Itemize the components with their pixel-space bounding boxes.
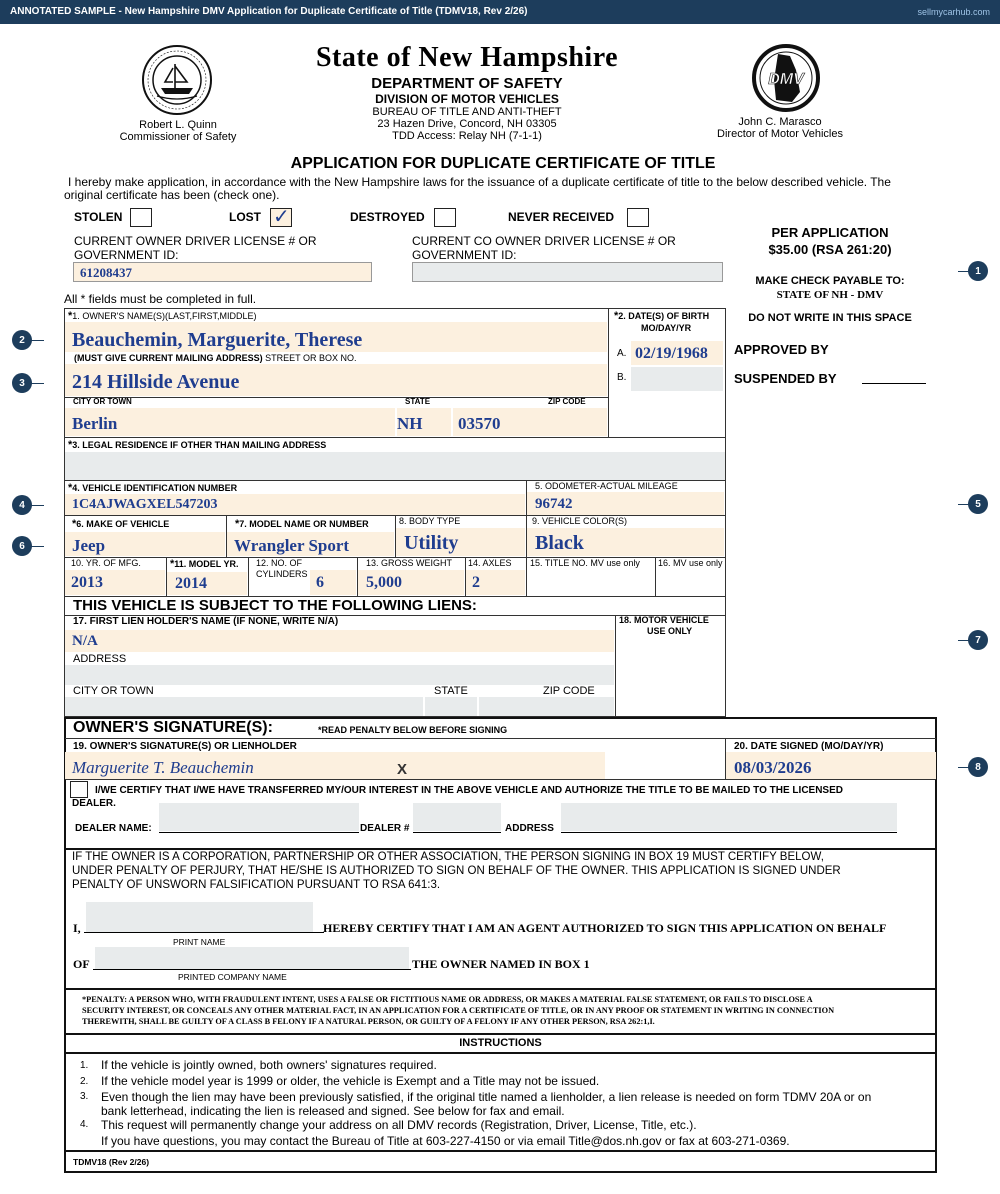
- commissioner-title: Commissioner of Safety: [119, 131, 237, 143]
- gross-weight-value: 5,000: [366, 574, 402, 591]
- dob-b-field[interactable]: [631, 367, 723, 391]
- title-no-label: 15. TITLE NO. MV use only: [530, 558, 640, 568]
- f4-text: 4. VEHICLE IDENTIFICATION NUMBER: [72, 483, 238, 493]
- penalty-text-1: *PENALTY: A PERSON WHO, WITH FRAUDULENT INTENT, USES A FALSE OR FICTITIOUS NAME OR ADDRESS, OR MAKES A MATERIAL FALSE STATEMENT, OR FAILS TO DISCLOSE A: [82, 995, 813, 1004]
- divider: [615, 615, 616, 717]
- approved-by: APPROVED BY: [734, 342, 829, 357]
- divider: [65, 1033, 936, 1035]
- required-note: All * fields must be completed in full.: [64, 292, 257, 306]
- dealer-name-field[interactable]: [159, 803, 359, 831]
- legal-residence-label: [68, 440, 326, 451]
- marker-line: [30, 505, 44, 506]
- body-type-label: 8. BODY TYPE: [399, 516, 461, 526]
- marker-line: [30, 546, 44, 547]
- cylinders-label-1: 12. NO. OF: [256, 558, 303, 568]
- zip-value: 03570: [458, 414, 501, 433]
- lien-zip-label: ZIP CODE: [543, 685, 595, 697]
- mailing-label: [74, 354, 357, 363]
- annotation-marker-1[interactable]: 1: [968, 261, 988, 281]
- lien-holder-label: 17. FIRST LIEN HOLDER'S NAME (IF NONE, WRITE N/A): [73, 616, 339, 627]
- signature-value: Marguerite T. Beauchemin: [72, 758, 254, 777]
- corp-text-2: UNDER PENALTY OF PERJURY, THAT HE/SHE IS AUTHORIZED TO SIGN ON BEHALF OF THE OWNER. THIS APPLICATION IS SIGNED UNDER: [72, 865, 841, 877]
- stolen-label: STOLEN: [74, 210, 123, 224]
- street-value: 214 Hillside Avenue: [72, 371, 240, 393]
- division-title: DIVISION OF MOTOR VEHICLES: [375, 92, 559, 106]
- divider: [65, 848, 936, 850]
- instructions-title: INSTRUCTIONS: [459, 1037, 542, 1049]
- divider: [65, 397, 608, 398]
- stolen-checkbox[interactable]: [130, 208, 152, 227]
- lien-holder-value: N/A: [72, 633, 98, 649]
- instruction-4: This request will permanently change your address on all DMV records (Registration, Driver, License, Title, etc.).: [101, 1118, 697, 1132]
- dealer-num-line: [413, 832, 501, 833]
- vin-value: 1C4AJWAGXEL547203: [72, 497, 218, 512]
- axles-label: 14. AXLES: [468, 558, 512, 568]
- state-value: NH: [397, 414, 423, 433]
- legal-residence-field[interactable]: [65, 452, 725, 480]
- dealer-address-field[interactable]: [561, 803, 897, 831]
- gross-weight-label: 13. GROSS WEIGHT: [366, 558, 453, 568]
- f1-text: OWNER'S NAME(S)(LAST,FIRST,MIDDLE): [82, 311, 257, 321]
- annotation-marker-3[interactable]: 3: [12, 373, 32, 393]
- f6-text: 6. MAKE OF VEHICLE: [76, 519, 170, 529]
- dob-a-value: 02/19/1968: [635, 345, 708, 362]
- corp-text-1: IF THE OWNER IS A CORPORATION, PARTNERSHIP OR OTHER ASSOCIATION, THE PERSON SIGNING IN BOX 19 MUST CERTIFY BELOW,: [72, 851, 824, 863]
- vin-label: [68, 483, 237, 494]
- never-received-label: NEVER RECEIVED: [508, 210, 615, 224]
- annotation-marker-8[interactable]: 8: [968, 757, 988, 777]
- city-value: Berlin: [72, 414, 118, 433]
- marker-line: [30, 340, 44, 341]
- never-received-checkbox[interactable]: [627, 208, 649, 227]
- dob-a-label: A.: [617, 348, 627, 359]
- date-signed-label: 20. DATE SIGNED (MO/DAY/YR): [734, 741, 884, 752]
- dob-b-label: B.: [617, 372, 627, 383]
- odometer-value: 96742: [535, 496, 573, 512]
- instruction-contact: If you have questions, you may contact the Bureau of Title at 603-227-4150 or via email Title@dos.nh.gov or fax at 603-271-0369.: [101, 1134, 790, 1148]
- body-type-value: Utility: [404, 532, 459, 554]
- model-value: Wrangler Sport: [234, 536, 350, 555]
- divider: [608, 308, 609, 437]
- axles-value: 2: [472, 574, 480, 591]
- city-label: CITY OR TOWN: [73, 397, 132, 406]
- model-yr-value: 2014: [175, 575, 207, 592]
- divider: [65, 1150, 936, 1152]
- application-fee: $35.00 (RSA 261:20): [768, 242, 892, 257]
- divider: [655, 557, 656, 596]
- do-not-write: DO NOT WRITE IN THIS SPACE: [748, 312, 912, 324]
- per-application: PER APPLICATION: [771, 225, 889, 240]
- cylinders-value: 6: [316, 574, 324, 591]
- dealer-cert-checkbox[interactable]: [70, 781, 88, 798]
- dealer-name-label: DEALER NAME:: [75, 823, 152, 834]
- yr-mfg-label: 10. YR. OF MFG.: [71, 558, 141, 568]
- penalty-text-3: THEREWITH, SHALL BE GUILTY OF A CLASS B FELONY IF A NATURAL PERSON, OR GUILTY OF A FELONY IF ANY OTHER PERSON, RSA 262:1,I.: [82, 1017, 655, 1026]
- dob-label-2: MO/DAY/YR: [641, 323, 692, 333]
- instruction-num-2: 2.: [80, 1076, 89, 1087]
- dealer-name-line: [159, 832, 359, 833]
- make-label: [72, 519, 169, 530]
- lien-holder-field[interactable]: [65, 630, 614, 652]
- color-label: 9. VEHICLE COLOR(S): [532, 516, 628, 526]
- instruction-num-4: 4.: [80, 1119, 89, 1130]
- state-title: State of New Hampshire: [315, 42, 619, 73]
- dept-title: DEPARTMENT OF SAFETY: [371, 75, 563, 92]
- print-name-label: PRINT NAME: [173, 937, 226, 947]
- destroyed-checkbox[interactable]: [434, 208, 456, 227]
- required-star: *: [170, 558, 175, 570]
- check-payable-label: MAKE CHECK PAYABLE TO:: [755, 275, 905, 287]
- annotation-marker-7[interactable]: 7: [968, 630, 988, 650]
- required-star: *: [235, 518, 240, 530]
- f11-text: 11. MODEL YR.: [174, 559, 239, 569]
- owner-license-value: 61208437: [80, 265, 132, 280]
- mailing-text: STREET OR BOX NO.: [262, 353, 357, 363]
- lien-zip-field[interactable]: [479, 697, 614, 716]
- instruction-2: If the vehicle model year is 1999 or older, the vehicle is Exempt and a Title may not be issued.: [101, 1074, 600, 1088]
- owner-name-value: Beauchemin, Marguerite, Therese: [72, 329, 363, 351]
- banner-title: ANNOTATED SAMPLE - New Hampshire DMV Application for Duplicate Certificate of Title (TDMV18, Rev 2/26): [10, 6, 528, 17]
- make-value: Jeep: [72, 536, 106, 555]
- mv-use-only-2: USE ONLY: [647, 626, 693, 636]
- lien-address-field[interactable]: [65, 665, 614, 685]
- model-label: [235, 519, 369, 530]
- printed-company-label: PRINTED COMPANY NAME: [178, 972, 287, 982]
- instruction-3-cont: bank letterhead, indicating the lien is released and signed. See below for fax and email.: [101, 1104, 565, 1118]
- company-name-line: [93, 969, 411, 970]
- banner-site-link[interactable]: sellmycarhub.com: [917, 7, 990, 17]
- coowner-license-field[interactable]: [412, 262, 723, 282]
- color-value: Black: [535, 532, 584, 554]
- f3-text: 3. LEGAL RESIDENCE IF OTHER THAN MAILING ADDRESS: [72, 440, 327, 450]
- marker-line: [30, 383, 44, 384]
- corp-text-3: PENALTY OF UNSWORN FALSIFICATION PURSUANT TO RSA 641:3.: [72, 879, 441, 891]
- dmv-logo-text: DMV: [768, 71, 804, 88]
- required-star: *: [72, 518, 77, 530]
- annotation-marker-5[interactable]: 5: [968, 494, 988, 514]
- coowner-license-label-1: CURRENT CO OWNER DRIVER LICENSE # OR: [412, 234, 676, 248]
- director-name: John C. Marasco: [738, 116, 822, 128]
- coowner-license-label-2: GOVERNMENT ID:: [412, 248, 517, 262]
- suspended-by: SUSPENDED BY: [734, 371, 837, 386]
- annotation-marker-6[interactable]: 6: [12, 536, 32, 556]
- f1-num: 1.: [72, 311, 80, 321]
- required-star: *: [68, 310, 73, 322]
- form-title: APPLICATION FOR DUPLICATE CERTIFICATE OF TITLE: [290, 155, 716, 172]
- dealer-address-line: [561, 832, 897, 833]
- owner-license-label-1: CURRENT OWNER DRIVER LICENSE # OR: [74, 234, 317, 248]
- dealer-num-label: DEALER #: [360, 823, 410, 834]
- instruction-3: Even though the lien may have been previously satisfied, if the original title named a lienholder, a lien release is needed on form TDMV 20A or on: [101, 1090, 872, 1104]
- instruction-num-1: 1.: [80, 1060, 89, 1071]
- cert-i-label: I,: [73, 921, 81, 935]
- print-name-field[interactable]: [86, 902, 313, 932]
- owner-name-label: [68, 311, 257, 322]
- yr-mfg-value: 2013: [71, 574, 103, 591]
- commissioner-name: Robert L. Quinn: [139, 119, 217, 131]
- suspended-by-line: [862, 383, 926, 384]
- odometer-label: 5. ODOMETER-ACTUAL MILEAGE: [535, 481, 678, 491]
- annotation-marker-2[interactable]: 2: [12, 330, 32, 350]
- divider: [65, 1052, 936, 1054]
- header-address: 23 Hazen Drive, Concord, NH 03305: [377, 118, 557, 130]
- dealer-num-field[interactable]: [413, 803, 501, 831]
- form-id: TDMV18 (Rev 2/26): [73, 1157, 150, 1167]
- f7-text: 7. MODEL NAME OR NUMBER: [239, 519, 369, 529]
- dealer-cert-line-2: DEALER.: [72, 798, 116, 809]
- read-penalty-note: *READ PENALTY BELOW BEFORE SIGNING: [318, 725, 508, 735]
- dealer-address-label: ADDRESS: [505, 823, 554, 834]
- bureau-title: BUREAU OF TITLE AND ANTI-THEFT: [372, 106, 562, 118]
- dealer-cert-line-1: I/WE CERTIFY THAT I/WE HAVE TRANSFERRED MY/OUR INTEREST IN THE ABOVE VEHICLE AND AUTHORIZE THE TITLE TO BE MAILED TO THE LICENSED: [95, 785, 843, 796]
- divider: [248, 557, 249, 596]
- penalty-text-2: SECURITY INTEREST, OR CONCEALS ANY OTHER MATERIAL FACT, IN AN APPLICATION FOR A CERTIFICATE OF TITLE, OR IN ANY PROOF OR STATEMENT IN WRITING IN CONNECTION: [82, 1006, 835, 1015]
- owner-license-label-2: GOVERNMENT ID:: [74, 248, 179, 262]
- lien-city-field[interactable]: [65, 697, 423, 716]
- zip-label: ZIP CODE: [548, 397, 586, 406]
- liens-title: THIS VEHICLE IS SUBJECT TO THE FOLLOWING LIENS:: [73, 597, 477, 614]
- required-star: *: [68, 482, 73, 494]
- required-star: *: [614, 310, 619, 322]
- mv-use-only-1: 18. MOTOR VEHICLE: [619, 615, 709, 625]
- signature-label: 19. OWNER'S SIGNATURE(S) OR LIENHOLDER: [73, 741, 297, 752]
- lost-label: LOST: [229, 210, 261, 224]
- signature-x-mark: X: [397, 761, 408, 778]
- dob-label-text: 2. DATE(S) OF BIRTH: [618, 311, 710, 321]
- lien-city-label: CITY OR TOWN: [73, 685, 154, 697]
- destroyed-label: DESTROYED: [350, 210, 425, 224]
- required-star: *: [68, 439, 73, 451]
- state-label: STATE: [405, 397, 431, 406]
- cert-owner-named: THE OWNER NAMED IN BOX 1: [412, 957, 590, 971]
- dob-label-1: [614, 311, 709, 322]
- print-name-line: [84, 932, 324, 933]
- owners-signature-title: OWNER'S SIGNATURE(S):: [73, 719, 273, 736]
- mailing-bold: (MUST GIVE CURRENT MAILING ADDRESS): [74, 353, 263, 363]
- company-name-field[interactable]: [95, 947, 409, 969]
- divider: [65, 988, 936, 990]
- divider: [65, 437, 725, 438]
- divider: [65, 738, 936, 739]
- intro-line-1: I hereby make application, in accordance with the New Hampshire laws for the issuance of a duplicate certificate of title to the below described vehicle. The: [68, 175, 891, 189]
- intro-line-2: original certificate has been (check one).: [64, 188, 280, 202]
- annotation-marker-4[interactable]: 4: [12, 495, 32, 515]
- mv-use-label: 16. MV use only: [658, 558, 723, 568]
- cert-statement: HEREBY CERTIFY THAT I AM AN AGENT AUTHORIZED TO SIGN THIS APPLICATION ON BEHALF: [323, 921, 887, 935]
- lien-state-field[interactable]: [425, 697, 477, 716]
- director-title: Director of Motor Vehicles: [717, 128, 843, 140]
- cylinders-label-2: CYLINDERS: [256, 569, 308, 579]
- cert-of-label: OF: [73, 957, 90, 971]
- instruction-1: If the vehicle is jointly owned, both owners' signatures required.: [101, 1058, 437, 1072]
- instruction-num-3: 3.: [80, 1091, 89, 1102]
- lost-check-icon: ✓: [273, 204, 290, 228]
- model-yr-label: [170, 559, 238, 570]
- lien-state-label: STATE: [434, 685, 468, 697]
- check-payable-to: STATE OF NH - DMV: [776, 289, 884, 301]
- date-signed-value: 08/03/2026: [734, 758, 812, 777]
- header-tdd: TDD Access: Relay NH (7-1-1): [392, 130, 542, 142]
- lien-address-label: ADDRESS: [73, 653, 127, 665]
- divider: [65, 779, 936, 780]
